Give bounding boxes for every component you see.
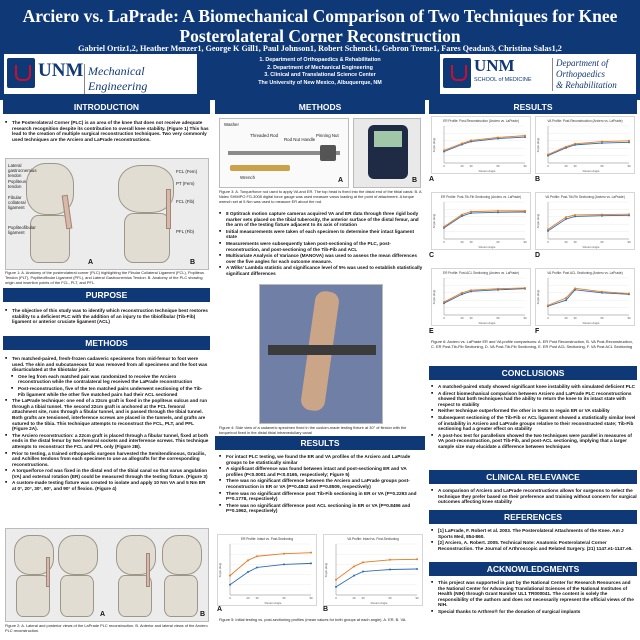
x-tick-label: 20 [460, 316, 464, 320]
data-point [283, 563, 285, 565]
x-tick-label: 60 [496, 316, 500, 320]
list-item: ■ Multivariate Analysis of Variance (MANOVA) was used to assess the mean differences over the five angles for each outcome measure. [219, 253, 423, 264]
data-point [389, 559, 391, 561]
x-tick-label: 60 [282, 596, 286, 600]
x-tick-label: 20 [246, 596, 250, 600]
section-header-results: RESULTS [429, 100, 637, 114]
data-point [628, 293, 630, 295]
series-line [548, 215, 629, 231]
x-tick-label: 60 [600, 316, 604, 320]
poster-title: Arciero vs. LaPrade: A Biomechanical Comparison of Two Techniques for Knee Posterolateral Corner Reconstruction [22, 6, 618, 46]
data-point [229, 575, 231, 577]
femur-shape [58, 535, 98, 575]
figure-letter: B [535, 176, 541, 183]
data-point [416, 568, 418, 570]
x-axis-label: Flexion Angle [264, 601, 282, 605]
list-item: ■ The LaPrade technique: one end of a 22cm graft is fixed in the popliteus sulcus and run through a tibial tunnel. The second 22cm graft is anchored at the FCL femoral attachment site, runs through a fibular tunnel, and is passed through the tibial tunnel. Both grafts are tensioned, interference screws are placed in the tunnels, and grafts are sutured to the tibia. This technique attempts to reconstruct the FCL, PLT, and PFL (Figure 2A). [5, 398, 209, 432]
fig-label: PT (Fem) [176, 181, 195, 186]
x-tick-label: 30 [469, 316, 473, 320]
affiliation-line: 3. Clinical and Translational Science Center [264, 72, 376, 79]
data-point [247, 571, 249, 573]
chart-svg [432, 117, 530, 173]
figure-letter: A [88, 259, 94, 266]
list-item: ■ A post-hoc test for parallelism showed the two techniques were parallel in measures of VA post-reconstruction, post Tib-Fib, and post-ACL sectioning, implying that a larger sample size may elucidate a difference between techniques [431, 433, 637, 450]
x-tick-label: 0 [443, 316, 445, 320]
list-item: ■ There was no significant difference post ACL sectioning in ER or VA (P=0.8496 and P=0.1962, respectively) [219, 503, 423, 514]
series-line [230, 563, 311, 584]
right-column [427, 100, 640, 640]
chart-svg [432, 193, 530, 249]
list-item: ■ There was no significant difference between the Arciero and LaPrade groups post-reconstruction in ER or VA (P=0.4842 and P=0.8509, respectively) [219, 478, 423, 489]
data-point [524, 287, 526, 289]
x-tick-label: 90 [309, 596, 313, 600]
chart-title: VA Profile: Post ACL Sectioning (Arciero vs. LaPrade) [547, 271, 623, 275]
list-item: ■ Prior to testing, a trained orthopaedic surgeon harvested the Semitendinosus, Gracilis, and Achilles tendons from each specimen to use as allografts for the corresponding reconstructions. [5, 451, 209, 468]
section-header-acknowledgments: ACKNOWLEDGMENTS [429, 562, 637, 576]
data-point [601, 214, 603, 216]
logo-dept-text [552, 58, 634, 91]
fig-label: Fibular collateral ligament [8, 195, 26, 210]
list-item: ■ This project was supported in part by the National Center for Research Resources and the National Center for Advancing Translational Sciences of the National Institutes of Health (NIH) through Grant Number UL1 TR000041. The content is solely the responsibility of the authors and does not necessarily represent the official views of the NIH. [431, 580, 637, 608]
data-point [601, 291, 603, 293]
list-item: ■ The Posterolateral Corner (PLC) is an area of the knee that does not receive adequate research recognition despite its contribution to overall knee stability. (Figure 1) This has lead to the creation of multiple surgical reconstruction techniques. Two very commonly used techniques are the Arciero and LaPrade reconstructions. [5, 120, 209, 142]
chart-title: VA Profile: Intact vs. Post-Sectioning [347, 537, 399, 541]
logo-unm-text: UNM [38, 60, 84, 81]
chart-svg [432, 269, 530, 325]
y-axis-label: Angle (deg) [432, 289, 436, 305]
x-tick-label: 20 [564, 240, 568, 244]
data-point [443, 226, 445, 228]
clinical-relevance-text [431, 488, 637, 506]
fig-label: Lateral gastrocnemius tendon [8, 163, 37, 178]
x-tick-label: 60 [600, 240, 604, 244]
logo-unm-text: UNM [474, 56, 515, 75]
graft-shape [146, 553, 150, 587]
fig-label: Popliteus tendon [8, 179, 27, 189]
figure-letter: E [429, 328, 434, 335]
data-point [335, 579, 337, 581]
figure-letter: A [429, 176, 435, 183]
logo-dept-line: Department of Orthopaedics [556, 58, 609, 79]
sub-list-item: ■ Post-reconstruction, five of the ten matched pairs underwent sectioning of the Tib-Fib ligament while the other five matched pairs had their ACL sectioned [5, 386, 209, 397]
poster-header [0, 0, 640, 100]
x-tick-label: 0 [547, 240, 549, 244]
data-point [229, 584, 231, 586]
tibia-shape [30, 215, 70, 263]
chart-svg [536, 193, 634, 249]
conclusions-text [431, 384, 637, 451]
x-tick-label: 90 [523, 164, 527, 168]
list-item: ■ Subsequent sectioning of the Tib-Fib or ACL ligament showed a statistically similar level of instability in Arciero and LaPrade groups relative to their reconstructed state; Tib-Fib sectioning had a greater effect on stability [431, 415, 637, 432]
force-gauge-photo [353, 118, 421, 188]
figure-letter: F [535, 328, 540, 335]
data-point [443, 301, 445, 303]
rod-head-shape [320, 145, 336, 161]
section-header-introduction: INTRODUCTION [3, 100, 210, 114]
list-item: ■ A direct biomechanical comparison between Arciero and LaPrade PLC reconstructions showed that both techniques had the ability to return the knee to its intact state with respect to stability [431, 391, 637, 408]
x-tick-label: 30 [361, 596, 365, 600]
section-header-methods: METHODS [3, 336, 210, 350]
fig-label: Rod Nut Handle [284, 137, 316, 142]
logo-dept-text: Mechanical Engineering [84, 64, 197, 94]
gauge-screen [374, 131, 402, 147]
wrench-shape [230, 165, 290, 171]
knee-anatomy-figure [5, 158, 209, 270]
affiliation-line: 1. Department of Orthopaedics & Rehabilitation [259, 57, 381, 63]
femur-shape [162, 535, 202, 575]
data-point [470, 289, 472, 291]
x-tick-label: 0 [547, 316, 549, 320]
chart-title: VA Profile: Post-Reconstruction (Arciero vs. LaPrade) [547, 119, 623, 123]
data-point [547, 304, 549, 306]
torque-rod-photo [219, 118, 349, 188]
data-point [565, 216, 567, 218]
unm-shield-icon [7, 58, 35, 88]
figure-letter: D [535, 252, 541, 259]
figure-letter: C [429, 252, 435, 259]
x-tick-label: 90 [523, 316, 527, 320]
x-tick-label: 20 [460, 164, 464, 168]
data-point [283, 553, 285, 555]
figure-letter: A [217, 606, 223, 613]
y-axis-label: Angle (deg) [536, 289, 540, 305]
section-header-conclusions: CONCLUSIONS [429, 366, 637, 380]
data-point [353, 565, 355, 567]
data-point [310, 552, 312, 554]
x-tick-label: 0 [443, 164, 445, 168]
x-tick-label: 0 [335, 596, 337, 600]
chart-fig6-e [431, 268, 531, 326]
y-axis-label: Angle (deg) [536, 213, 540, 229]
list-item: ■ Special thanks to Arthrex® for the donation of surgical implants [431, 609, 637, 615]
figure-3-caption: Figure 3: A. Torque/force rod used to apply VA and ER. The top head is fixed into the distal end of the tibial canal. B. A Nidec SHIMPO FG-3008 digital force gauge was used measure varus loading at the point of attachment. A torque wrench set at 5 Nm was used to measure ER about the rod. [219, 189, 422, 204]
x-axis-label: Flexion Angle [478, 321, 496, 325]
section-header-methods: METHODS [215, 100, 425, 114]
author-list: Gabriel Ortiz1,2, Heather Menzer1, George K Gill1, Paul Johnson1, Robert Schenck1, Gebron Treme1, Fares Qeadan3, Christina Salas1,2 [78, 44, 562, 53]
results-text [219, 454, 423, 515]
fig-label: PFL (Fib) [176, 229, 195, 234]
chart-svg [536, 269, 634, 325]
left-column [0, 100, 213, 640]
list-item: ■ For intact PLC testing, we found the ER and VA profiles of the Arciero and LaPrade groups to be statistically similar [219, 454, 423, 465]
list-item: ■ Ten matched-paired, fresh-frozen cadaveric specimens from mid-femur to foot were used. The skin and subcutaneous fat was removed from all specimens and the foot was disarticulated at the tibiotalar joint. [5, 356, 209, 373]
graft-shape [46, 557, 50, 587]
series-line [444, 212, 525, 228]
ligament-shape [166, 189, 171, 229]
fig-label: Pinning Nut [316, 133, 339, 138]
femur-shape [116, 535, 156, 575]
section-header-clinical-relevance: CLINICAL RELEVANCE [429, 470, 637, 484]
data-point [256, 566, 258, 568]
data-point [470, 211, 472, 213]
data-point [547, 153, 549, 155]
data-point [335, 586, 337, 588]
data-point [256, 555, 258, 557]
x-tick-label: 30 [469, 240, 473, 244]
introduction-text [5, 120, 209, 143]
section-header-results: RESULTS [215, 436, 425, 450]
chart-title: ER Profile: Post ACL Sectioning (Arciero vs. LaPrade) [442, 271, 520, 275]
data-point [353, 575, 355, 577]
chart-fig5-b [323, 534, 423, 606]
figure-letter: B [200, 611, 206, 618]
figure-letter: B [323, 606, 329, 613]
x-tick-label: 90 [627, 316, 631, 320]
x-tick-label: 30 [573, 240, 577, 244]
data-point [628, 140, 630, 142]
x-tick-label: 20 [564, 164, 568, 168]
x-tick-label: 60 [496, 164, 500, 168]
list-item: ■ The Arciero reconstruction: a 22cm graft is placed through a fibular tunnel, fixed at both ends in the distal femur by two femoral sockets and interference screws. This technique attempts to reconstruct the FCL and PFL only (Figure 2B). [5, 433, 209, 450]
figure-letter: A [100, 611, 106, 618]
data-point [362, 571, 364, 573]
series-line [336, 569, 417, 587]
data-point [470, 139, 472, 141]
chart-title: VA Profile: Post-Tib-Fib Sectioning (Arciero vs. LaPrade) [545, 195, 625, 199]
chart-svg [324, 535, 422, 605]
chart-fig6-c [431, 192, 531, 250]
figure-2-caption: Figure 2: A. Lateral and posterior views of the LaPrade PLC reconstruction. B. Anterior and lateral views of the Arciero PLC reconstruction. [5, 623, 208, 633]
x-tick-label: 0 [229, 596, 231, 600]
y-axis-label: Angle (deg) [218, 562, 222, 578]
x-tick-label: 20 [564, 316, 568, 320]
list-item: ■ A custom-made testing fixture was created to isolate and apply 10 Nm VA and 5 Nm ER at 0°, 20°, 30°, 60°, and 90° of flexion. (Figure 4) [5, 480, 209, 491]
data-point [565, 299, 567, 301]
chart-title: ER Profile: Post-Tib-Fib Sectioning (Arciero vs. LaPrade) [440, 195, 522, 199]
fig-label: Threaded Rod [250, 133, 279, 138]
data-point [574, 143, 576, 145]
list-item: ■ Measurements were subsequently taken post-sectioning of the PLC, post-reconstruction, and post-sectioning of the Tib-Fib and ACL [219, 241, 423, 252]
tibia-shape [16, 575, 50, 617]
unm-shield-icon [443, 58, 471, 88]
series-line [444, 211, 525, 227]
x-axis-label: Flexion Angle [582, 169, 600, 173]
chart-fig6-b [535, 116, 635, 174]
data-point [247, 559, 249, 561]
x-axis-label: Flexion Angle [370, 601, 388, 605]
logo-dept-line: & Rehabilitation [556, 80, 617, 90]
list-item: ■ A matched-paired study showed significant knee instability with simulated deficient PLC [431, 384, 637, 390]
data-point [547, 228, 549, 230]
fig-label: FCL (Fib) [176, 199, 195, 204]
data-point [601, 141, 603, 143]
y-axis-label: Angle (deg) [324, 562, 328, 578]
x-axis-label: Flexion Angle [478, 245, 496, 249]
x-tick-label: 60 [496, 240, 500, 244]
x-tick-label: 30 [573, 316, 577, 320]
list-item: ■ A torque/force rod was fixed in the distal end of the tibial canal so that varus angulation (VA) and external rotation (ER) could be measured through the testing fixture. (Figure 3) [5, 468, 209, 479]
data-point [574, 214, 576, 216]
x-tick-label: 90 [627, 164, 631, 168]
fig-label: Wrench [240, 175, 256, 180]
x-tick-label: 60 [600, 164, 604, 168]
unm-som-logo [440, 54, 636, 94]
list-item: ■ There was no significant difference post Tib-Fib sectioning in ER or VA (P=0.2293 and P=0.1778, respectively) [219, 491, 423, 502]
tibia-shape [60, 575, 94, 617]
tibia-shape [124, 213, 170, 263]
y-axis-label: Angle (deg) [432, 137, 436, 153]
x-tick-label: 90 [627, 240, 631, 244]
x-axis-label: Flexion Angle [582, 321, 600, 325]
reference-item: ■ [2] Arciero, A. Robert. 2005. Technical Note: Anatomic Posterolateral Corner Reconstruction. The Journal of Arthroscopic and Related Surgery. (21) 1147.e1-1147.e5. [431, 540, 637, 551]
fig-label: Washer [224, 122, 239, 127]
tibia-shape [164, 575, 198, 617]
data-point [461, 214, 463, 216]
figure-4-caption: Figure 4: Side view of a cadaveric specimen fixed in the custom-made testing fixture at 30° of flexion with the torque/rod fixed in the distal tibial intramedullary canal [219, 425, 407, 435]
data-point [416, 558, 418, 560]
references-text [431, 528, 637, 552]
figure-5-caption: Figure 5: Initial testing vs. post-sectioning profiles (mean values for both groups at each angle). A. ER. B. VA. [219, 617, 407, 622]
x-tick-label: 0 [443, 240, 445, 244]
data-point [461, 142, 463, 144]
reconstruction-figure [5, 528, 209, 622]
chart-title: ER Profile: Intact vs. Post-Sectioning [240, 537, 294, 541]
acknowledgments-text [431, 580, 637, 616]
cadaveric-specimen-photo [259, 284, 383, 424]
series-line [444, 288, 525, 302]
list-item: ■ 8 Optitrack motion capture cameras acquired VA and ER data through three rigid body marker sets placed on the tibial tuberosity, the anterior surface of the distal femur, and the arm of the testing fixture adjacent to its axis of rotation [219, 211, 423, 228]
section-header-purpose: PURPOSE [3, 288, 210, 302]
reference-item: ■ [1] LaPrade, F. Robert et al. 2003. The Posterolateral Attachments of the Knee. Am J Sports Med, 854-860. [431, 528, 637, 539]
x-axis-label: Flexion Angle [478, 169, 496, 173]
methods-mid-text [219, 211, 423, 278]
y-axis-label: Angle (deg) [536, 137, 540, 153]
fixture-arm [268, 345, 376, 355]
data-point [565, 218, 567, 220]
chart-title: ER Profile: Post-Reconstruction (Arciero vs. LaPrade) [443, 119, 519, 123]
x-tick-label: 90 [523, 240, 527, 244]
data-point [389, 569, 391, 571]
unm-me-logo [4, 54, 197, 94]
x-tick-label: 30 [469, 164, 473, 168]
x-tick-label: 60 [388, 596, 392, 600]
data-point [565, 146, 567, 148]
list-item: ■ The objective of this study was to identify which reconstruction technique best restores stability to a deficient PLC with the addition of an injury to the tibiofibular (Tib-Fib) ligament or anterior cruciate ligament (ACL) [5, 308, 209, 325]
fig-label: Popliteofibular ligament [8, 225, 36, 235]
list-item: ■ A comparison of Arciero and LaPrade reconstructions allows for surgeons to select the technique they prefer based on their preference and training without concern for surgical outcomes affecting knee stability [431, 488, 637, 505]
affiliation-line: The University of New Mexico, Albuquerque, NM [258, 79, 382, 86]
data-point [497, 288, 499, 290]
data-point [628, 213, 630, 215]
list-item: ■ A significant difference was found between intact and post-sectioning ER and VA profiles (P<0.0001 and P<0.0165, respectively; Figure 5) [219, 466, 423, 477]
data-point [497, 136, 499, 138]
chart-fig6-f [535, 268, 635, 326]
affiliations [210, 57, 430, 87]
fig-label: FCL (Fem) [176, 169, 198, 174]
x-tick-label: 30 [255, 596, 259, 600]
figure-1-caption: Figure 1: A. Anatomy of the posterolateral corner (PLC) highlighting the Fibular Collateral Ligament (FCL), Popliteus Tendon (PLT), Popliteofibular Ligament (PFL), and Lateral Gastrocnemius Tendon. B. Anatomy of the PLC showing origin and insertion points of the FCL, PLT, and PFL. [5, 270, 204, 285]
sub-list-item: ■ One leg from each matched pair was randomized to receive the Arciero reconstruction while the contralateral leg received the LaPrade reconstruction [5, 374, 209, 385]
data-point [443, 149, 445, 151]
methods-text [5, 356, 209, 493]
chart-svg [218, 535, 316, 605]
data-point [524, 210, 526, 212]
chart-fig5-a [217, 534, 317, 606]
x-tick-label: 90 [415, 596, 419, 600]
data-point [310, 562, 312, 564]
chart-fig6-d [535, 192, 635, 250]
chart-svg [536, 117, 634, 173]
list-item: ■ Neither technique outperformed the other in tests to regain ER or VA stability [431, 408, 637, 414]
middle-column [213, 100, 427, 640]
x-tick-label: 20 [352, 596, 356, 600]
figure-letter: B [412, 177, 418, 184]
data-point [524, 135, 526, 137]
figure-letter: B [190, 259, 196, 266]
x-tick-label: 30 [573, 164, 577, 168]
x-tick-label: 0 [547, 164, 549, 168]
x-axis-label: Flexion Angle [582, 245, 600, 249]
data-point [497, 210, 499, 212]
figure-6-caption: Figure 6: Arciero vs. LaPrade ER and VA profile comparisons: A. ER Post Reconstruction, B. VA Post-Reconstruction, C. ER Post-Tib-Fib Sectioning, D. VA Post-Tib-Fib Sectioning, E. ER Post ACL Sectioning, F. VA Post ACL Sectioning [431, 339, 633, 349]
figure-letter: A [338, 177, 344, 184]
data-point [362, 561, 364, 563]
list-item: ■ Initial measurements were taken of each specimen to determine their intact ligament state [219, 229, 423, 240]
y-axis-label: Angle (deg) [432, 213, 436, 229]
x-tick-label: 20 [460, 240, 464, 244]
section-header-references: REFERENCES [429, 510, 637, 524]
purpose-text [5, 308, 209, 326]
data-point [565, 297, 567, 299]
data-point [461, 292, 463, 294]
data-point [574, 287, 576, 289]
chart-fig6-a [431, 116, 531, 174]
affiliation-line: 2. Department of Mechanical Engineering [267, 64, 373, 71]
list-item: ■ A Wilks' Lambda statistic and significance level of 5% was used to establish statistically significant differences [219, 265, 423, 276]
logo-school-text: SCHOOL of MEDICINE [474, 77, 532, 83]
